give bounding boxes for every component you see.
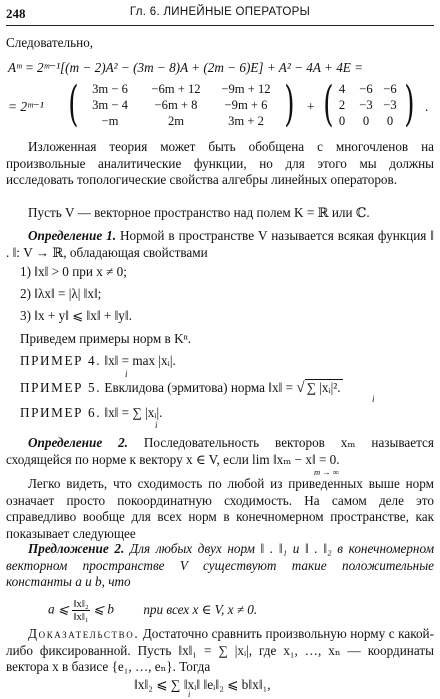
definition-2: [6, 435, 434, 468]
proof-label: Доказательство.: [28, 626, 140, 641]
definition-1-label: Определение 1.: [28, 228, 117, 243]
matrix-2-cell-r1-c1: 4: [338, 82, 346, 96]
intro-text: Следовательно,: [6, 35, 94, 50]
matrix-1-cell-r2-c2: −6m + 8: [154, 98, 198, 112]
example-6-index: i: [155, 420, 158, 430]
example-5-index: i: [372, 394, 375, 404]
paragraph-1: Изложенная теория может быть обобщена с многочленов на произвольные аналитические функции, но для этого мы должны исследовать топологические свойства алгебры линейных операторов.: [6, 139, 434, 187]
inequality-right: ⩽ b: [93, 601, 115, 617]
formula-line-2-prefix: = 2ᵐ⁻¹: [8, 99, 44, 114]
inequality-fraction: [72, 598, 90, 623]
example-6-formula: ‖x‖ = ∑ |xᵢ|.: [104, 405, 163, 420]
proof-text: Достаточно сравнить произвольную норму с какой-либо фиксированной. Пусть ‖x‖₁ = ∑ |xᵢ|, где x₁, …, xₙ — координаты вектора x в базисе {e₁, …, eₙ}. Тогда: [6, 626, 434, 674]
plus-sign: +: [307, 99, 315, 114]
matrix-2: [325, 78, 425, 134]
matrix-2-cell-r1-c3: −6: [383, 82, 397, 96]
definition-2-label: Определение 2.: [28, 435, 128, 450]
formula-end: .: [425, 99, 429, 114]
matrix-1-cell-r2-c1: 3m − 4: [92, 98, 128, 112]
paragraph-2: Пусть V — векторное пространство над полем K = ℝ или ℂ.: [28, 205, 370, 220]
fraction-numerator: ‖x‖₂: [73, 598, 89, 610]
inequality-condition: при всех x ∈ V, x ≠ 0.: [143, 601, 258, 617]
matrix-2-right-paren: ): [404, 76, 415, 132]
property-2: 2) ‖λx‖ = |λ| ‖x‖;: [20, 286, 102, 301]
proposition-2: [6, 541, 434, 591]
definition-2-limit-index: m → ∞: [314, 467, 339, 477]
example-5: ПРИМЕР 5. Евклидова (эрмитова) норма ‖x‖ = √ ∑ |xᵢ|².: [20, 380, 341, 396]
example-5-text: Евклидова (эрмитова) норма ‖x‖ =: [104, 380, 297, 395]
matrix-1-right-paren: ): [284, 76, 295, 132]
formula-line-1: Aᵐ = 2ᵐ⁻¹[(m − 2)A² − (3m − 8)A + (2m − 6)E] + A² − 4A + 4E =: [8, 60, 364, 75]
matrix-2-left-paren: (: [323, 76, 334, 132]
matrix-2-cell-r2-c2: −3: [359, 98, 373, 112]
proposition-2-label: Предложение 2.: [28, 541, 125, 556]
proposition-2-text: Для любых двух норм ‖ . ‖₁ и ‖ . ‖₂ в конечномерном векторном пространстве V существуют такие положительные константы a и b, что: [6, 541, 434, 589]
property-3: 3) ‖x + y‖ ⩽ ‖x‖ + ‖y‖.: [20, 308, 132, 323]
inequality: [6, 598, 434, 623]
page-number: 248: [6, 6, 26, 21]
example-4-label: ПРИМЕР 4.: [20, 353, 102, 368]
examples-intro: Приведем примеры норм в Kⁿ.: [20, 331, 192, 346]
paragraph-3: Легко видеть, что сходимость по любой из приведенных выше норм означает просто покоординатную сходимость. На самом деле это справедливо вообще для всех норм в конечномерном пространстве, как показывает следующее: [6, 476, 434, 541]
example-5-label: ПРИМЕР 5.: [20, 380, 102, 395]
final-index: i: [188, 690, 191, 699]
definition-1: [6, 228, 434, 261]
matrix-1-left-paren: (: [68, 76, 79, 132]
definition-2-text: Последовательность векторов xₘ называется сходящейся по норме к вектору x ∈ V, если lim ‖xₘ − x‖ = 0.: [6, 435, 434, 467]
matrix-2-cell-r1-c2: −6: [359, 82, 373, 96]
running-header: [6, 3, 434, 26]
matrix-2-cell-r3-c3: 0: [386, 114, 394, 128]
example-4-formula: ‖x‖ = max |xᵢ|.: [104, 353, 176, 368]
matrix-2-cell-r3-c2: 0: [362, 114, 370, 128]
example-6: [20, 405, 434, 422]
chapter-title: Гл. 6. ЛИНЕЙНЫЕ ОПЕРАТОРЫ: [129, 6, 311, 18]
fraction-denominator: ‖x‖₁: [73, 611, 89, 623]
matrix-1-cell-r1-c2: −6m + 12: [151, 82, 201, 96]
matrix-2-cell-r3-c1: 0: [338, 114, 346, 128]
property-1: 1) ‖x‖ > 0 при x ≠ 0;: [20, 264, 127, 279]
matrix-2-cell-r2-c1: 2: [338, 98, 346, 112]
inequality-left: a ⩽: [48, 601, 69, 617]
example-4: [20, 353, 434, 370]
matrix-2-cell-r2-c3: −3: [383, 98, 397, 112]
matrix-1-cell-r3-c3: 3m + 2: [228, 114, 264, 128]
example-5-sqrt: ∑ |xᵢ|².: [306, 380, 341, 395]
matrix-1: [70, 78, 304, 134]
proof: [6, 626, 434, 676]
example-6-label: ПРИМЕР 6.: [20, 405, 102, 420]
matrix-1-cell-r3-c2: 2m: [167, 114, 185, 128]
final-inequality: ‖x‖₂ ⩽ ∑ ‖xᵢ‖ ‖eᵢ‖₂ ⩽ b‖x‖₁,: [134, 677, 271, 692]
definition-1-text: Нормой в пространстве V называется всякая функция ‖ . ‖: V → ℝ, обладающая свойствами: [6, 228, 434, 260]
matrix-1-cell-r1-c3: −9m + 12: [221, 82, 271, 96]
matrix-1-cell-r3-c1: −m: [101, 114, 119, 128]
example-4-index: i: [125, 369, 128, 379]
matrix-1-cell-r2-c3: −9m + 6: [224, 98, 268, 112]
matrix-1-cell-r1-c1: 3m − 6: [92, 82, 128, 96]
